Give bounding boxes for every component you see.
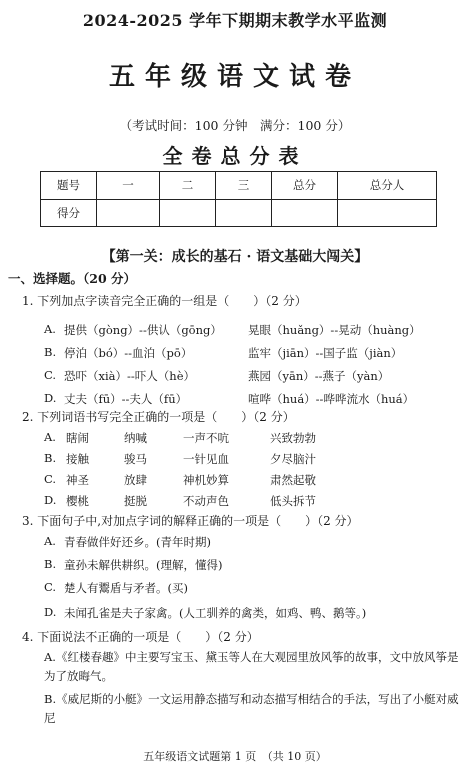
- score-table-title: 全卷总分表: [162, 144, 308, 168]
- option-word: 纳喊: [124, 431, 147, 445]
- score-header-cell: 总分人: [338, 172, 437, 200]
- school-year-line: 2024-2025 学年下期期末教学水平监测: [82, 11, 388, 30]
- option-word: 神圣: [66, 473, 89, 487]
- option-text: 喧哗（huá）--哗哗流水（huá）: [248, 392, 415, 406]
- exam-info: （考试时间：100 分钟 满分：100 分）: [119, 118, 351, 133]
- score-table-header-row: [41, 172, 437, 200]
- score-cell[interactable]: [216, 199, 272, 227]
- score-header-cell: 二: [160, 172, 216, 200]
- option-word: 接触: [66, 452, 89, 466]
- option-word: 一针见血: [183, 452, 229, 466]
- option-text: 楚人有鬻盾与矛者。(买): [64, 581, 188, 595]
- option-label: B.: [44, 345, 57, 359]
- score-header-cell: 总分: [272, 172, 338, 200]
- option-label: D.: [44, 493, 57, 507]
- page-footer: 五年级语文试题第 1 页 （共 10 页）: [143, 750, 327, 763]
- option-label: A.: [44, 534, 56, 548]
- option-label: C.: [44, 580, 57, 594]
- score-header-cell: 三: [216, 172, 272, 200]
- option-word: 不动声色: [183, 494, 229, 508]
- section-one-title: 一、选择题。（20 分）: [8, 271, 136, 286]
- option-word: 放肆: [124, 473, 147, 487]
- option-word: 兴致勃勃: [270, 431, 316, 445]
- option-word: 一声不吭: [183, 431, 229, 445]
- option-word: 樱桃: [66, 494, 89, 508]
- option-label: C.: [44, 368, 57, 382]
- option-text: 丈夫（fū）--夫人（fū）: [64, 392, 188, 406]
- score-row-label: 得分: [41, 199, 97, 227]
- question-3-stem: 3. 下面句子中,对加点字词的解释正确的一项是（ ）（2 分）: [22, 514, 359, 528]
- score-cell[interactable]: [338, 199, 437, 227]
- option-word: 神机妙算: [183, 473, 229, 487]
- score-table: [40, 171, 437, 227]
- option-word: 肃然起敬: [270, 473, 316, 487]
- paper-title: 五年级语文试卷: [108, 62, 361, 92]
- option-text: 监牢（jiān）--国子监（jiàn）: [248, 346, 403, 360]
- score-table-row: [41, 199, 437, 227]
- option-label: B.: [44, 451, 57, 465]
- option-text: 停泊（bó）--血泊（pō）: [64, 346, 193, 360]
- question-4-option-b: B.《威尼斯的小艇》一文运用静态描写和动态描写相结合的手法，写出了小艇对威尼: [44, 692, 459, 725]
- score-cell[interactable]: [160, 199, 216, 227]
- option-label: A.: [44, 322, 56, 336]
- option-label: B.: [44, 557, 57, 571]
- option-word: 瞎闹: [66, 431, 89, 445]
- option-text: 提供（gòng）--供认（gōng）: [64, 323, 222, 337]
- score-cell[interactable]: [97, 199, 160, 227]
- score-cell[interactable]: [272, 199, 338, 227]
- option-word: 骏马: [124, 452, 147, 466]
- option-text: 未闻孔雀是夫子家禽。(人工驯养的禽类，如鸡、鸭、鹅等。): [64, 606, 367, 620]
- score-header-cell: 题号: [41, 172, 97, 200]
- pass-title: 【第一关：成长的基石 · 语文基础大闯关】: [101, 249, 369, 265]
- score-header-cell: 一: [97, 172, 160, 200]
- question-4-stem: 4. 下面说法不正确的一项是（ ）（2 分）: [22, 630, 259, 644]
- option-word: 夕尽脑汁: [270, 452, 316, 466]
- option-word: 挺脱: [124, 494, 147, 508]
- option-text: 晃眼（huǎng）--晃动（huàng）: [248, 323, 421, 337]
- option-label: C.: [44, 472, 57, 486]
- question-1-stem: 1. 下列加点字读音完全正确的一组是（ ）（2 分）: [22, 294, 307, 308]
- question-4-option-a: A.《红楼春趣》中主要写宝玉、黛玉等人在大观园里放风筝的故事，文中放风筝是为了放晦气。: [44, 650, 459, 683]
- option-label: D.: [44, 391, 57, 405]
- option-text: 燕园（yān）--燕子（yàn）: [248, 369, 390, 383]
- option-word: 低头拆节: [270, 494, 316, 508]
- option-label: D.: [44, 605, 57, 619]
- question-2-stem: 2. 下列词语书写完全正确的一项是（ ）（2 分）: [22, 410, 295, 424]
- option-text: 恐吓（xià）--吓人（hè）: [64, 369, 196, 383]
- option-text: 青春做伴好还乡。(青年时期): [64, 535, 211, 549]
- option-label: A.: [44, 430, 56, 444]
- option-text: 童孙未解供耕织。(理解，懂得): [64, 558, 223, 572]
